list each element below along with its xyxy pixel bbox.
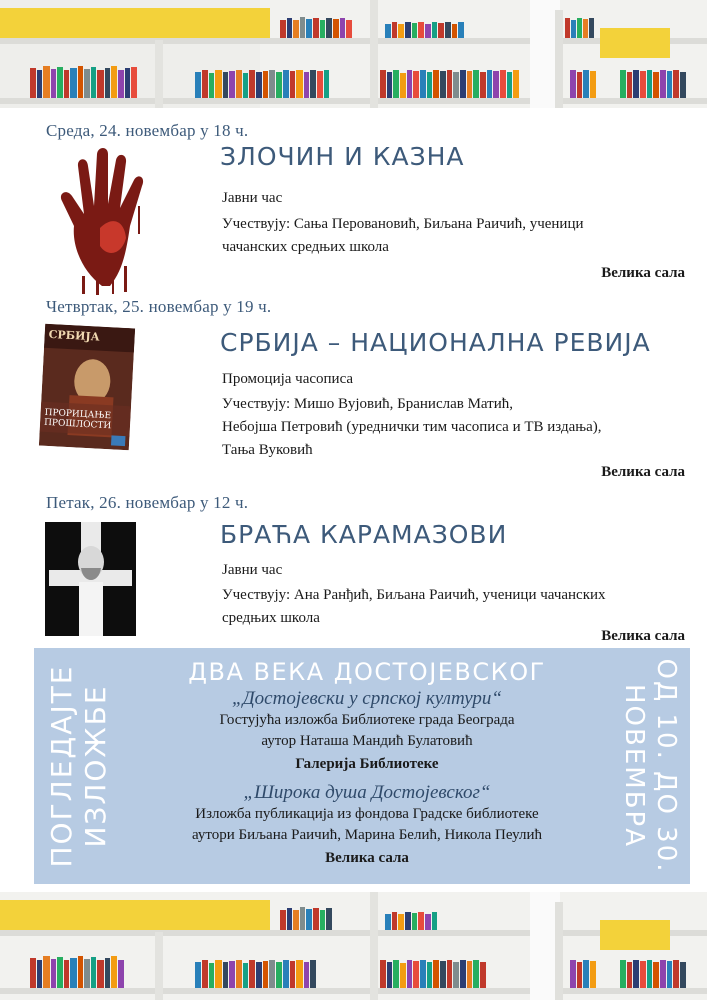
bloody-hand-image — [52, 146, 160, 296]
exhibition-name: „Достојевски у српској култури“ — [232, 688, 502, 709]
vertical-heading-right — [610, 648, 690, 884]
event-participants — [222, 393, 602, 462]
event-subtitle: Јавни час — [222, 190, 283, 206]
participants-line: Учествују: Ана Ранђић, Биљана Раичић, ученици чачанских — [222, 587, 606, 603]
participants-line: средњих школа — [222, 610, 320, 626]
exhibition-line: аутор Наташа Мандић Булатовић — [261, 733, 473, 749]
event-title: БРАЋА КАРАМАЗОВИ — [220, 520, 508, 549]
exhibition-line: Гостујућа изложба Библиотеке града Београда — [219, 712, 515, 728]
magazine-cover-image — [39, 324, 135, 451]
magazine-masthead: СРБИЈА — [48, 327, 100, 344]
vertical-line: ПОГЛЕДАЈТЕ — [45, 664, 78, 868]
exhibition-line: аутори Биљана Раичић, Марина Белић, Никола Пеулић — [191, 827, 543, 843]
exhibition-name: „Широка душа Достојевског“ — [243, 782, 491, 803]
magazine-cover-text: ПРОРИЦАЊЕ ПРОШЛОСТИ — [43, 407, 112, 432]
bookshelf-banner-top — [0, 0, 707, 108]
event-title: СРБИЈА – НАЦИОНАЛНА РЕВИЈА — [220, 328, 651, 357]
bookshelf-banner-bottom — [0, 892, 707, 1000]
film-still-image — [45, 522, 136, 636]
event-title: ЗЛОЧИН И КАЗНА — [220, 142, 465, 171]
exhibition-line: Изложба публикација из фондова Градске библиотеке — [195, 806, 539, 822]
vertical-line: ОД 10. ДО 30. — [651, 658, 681, 874]
vertical-heading-left — [34, 648, 124, 884]
participants-line: чачанских средњих школа — [222, 239, 389, 255]
exhibition-place: Галерија Библиотеке — [295, 756, 439, 772]
exhibition-panel — [34, 648, 690, 884]
exhibition-place: Велика сала — [325, 850, 409, 866]
vertical-line: ИЗЛОЖБЕ — [79, 684, 112, 848]
event-subtitle: Промоција часописа — [222, 371, 354, 387]
participants-line: Учествују: Сања Перовановић, Биљана Раичић, ученици — [222, 216, 584, 232]
exhibition-title: ДВА ВЕКА ДОСТОЈЕВСКОГ — [188, 658, 546, 686]
event-hall: Велика сала — [601, 464, 685, 480]
event-hall: Велика сала — [601, 265, 685, 281]
event-date: Среда, 24. новембар у 18 ч. — [46, 121, 249, 140]
exhibition-details — [124, 648, 610, 870]
event-participants — [222, 213, 584, 259]
event-participants — [222, 584, 606, 630]
event-date: Петак, 26. новембар у 12 ч. — [46, 493, 249, 512]
event-date: Четвртак, 25. новембар у 19 ч. — [46, 297, 272, 316]
participants-line: Небојша Петровић (уреднички тим часописа и ТВ издања), — [222, 419, 602, 435]
participants-line: Тања Вуковић — [222, 442, 313, 458]
vertical-line: НОВЕМБРА — [619, 683, 649, 849]
event-subtitle: Јавни час — [222, 562, 283, 578]
participants-line: Учествују: Мишо Вујовић, Бранислав Матић, — [222, 396, 514, 412]
event-hall: Велика сала — [601, 628, 685, 644]
